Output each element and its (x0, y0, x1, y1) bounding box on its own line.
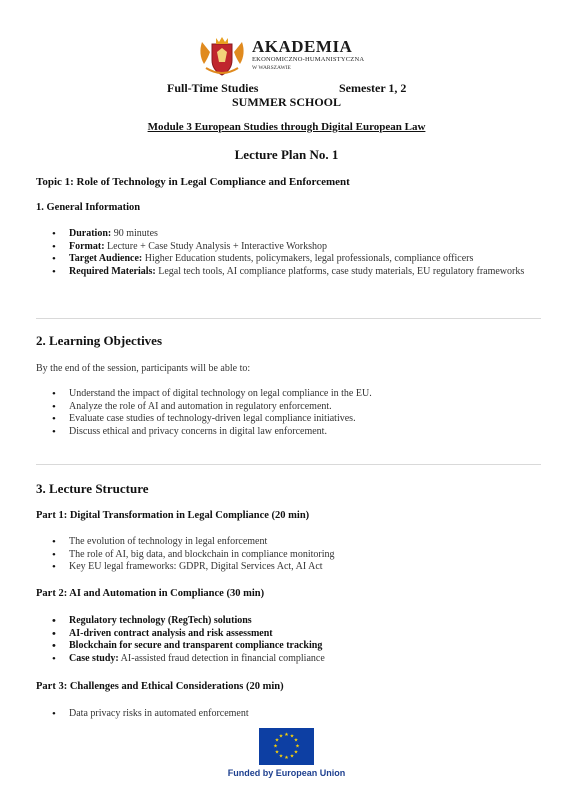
svg-text:★: ★ (278, 753, 284, 760)
divider (36, 464, 541, 465)
eu-stars-icon (259, 728, 314, 765)
svg-text:★: ★ (284, 732, 289, 738)
svg-text:★: ★ (289, 753, 295, 760)
list-item: • Case study: AI-assisted fraud detection in financial compliance (52, 653, 542, 666)
crest-icon (196, 34, 248, 78)
svg-text:★: ★ (295, 743, 300, 750)
svg-text:★: ★ (278, 733, 284, 740)
module-title: Module 3 European Studies through Digital European Law (147, 121, 426, 133)
funding-note: Funded by European Union (227, 768, 346, 778)
part1-heading: Part 1: Digital Transformation in Legal Compliance (20 min) (36, 510, 310, 521)
objectives-intro: By the end of the session, participants will be able to: (36, 363, 251, 374)
list-item: • Blockchain for secure and transparent compliance tracking (52, 640, 542, 653)
list-item: • Key EU legal frameworks: GDPR, Digital Services Act, AI Act (52, 561, 542, 574)
study-mode: Full-Time Studies (167, 81, 259, 95)
list-item: • Duration: 90 minutes (52, 228, 542, 241)
svg-text:★: ★ (293, 737, 299, 744)
list-item: • Required Materials: Legal tech tools, AI compliance platforms, case study materials, EU regulatory frameworks (52, 266, 542, 279)
list-item: • The role of AI, big data, and blockchain in compliance monitoring (52, 549, 542, 562)
topic-heading: Topic 1: Role of Technology in Legal Compliance and Enforcement (36, 176, 350, 188)
logo-city: W WARSZAWIE (252, 65, 291, 71)
university-logo (196, 34, 396, 78)
part2-list (52, 615, 542, 665)
list-item: • Analyze the role of AI and automation in regulatory enforcement. (52, 401, 542, 414)
list-item: • Data privacy risks in automated enforcement (52, 708, 542, 721)
list-item: • AI-driven contract analysis and risk assessment (52, 628, 542, 641)
list-item: • Regulatory technology (RegTech) solutions (52, 615, 542, 628)
program-name: SUMMER SCHOOL (231, 95, 341, 109)
eu-flag-icon (259, 728, 314, 765)
logo-subtitle: EKONOMICZNO-HUMANISTYCZNA (252, 56, 365, 63)
list-item: • Target Audience: Higher Education students, policymakers, legal professionals, compliance officers (52, 253, 542, 266)
part1-list (52, 536, 542, 574)
structure-heading: 3. Lecture Structure (36, 481, 149, 496)
objectives-list (52, 388, 542, 438)
general-info-heading: 1. General Information (36, 202, 141, 213)
divider (36, 318, 541, 319)
semester: Semester 1, 2 (339, 81, 407, 95)
svg-text:★: ★ (274, 737, 280, 744)
list-item: • Format: Lecture + Case Study Analysis + Interactive Workshop (52, 241, 542, 254)
part3-list (52, 708, 542, 721)
objectives-heading: 2. Learning Objectives (36, 333, 163, 348)
list-item: • Discuss ethical and privacy concerns in digital law enforcement. (52, 426, 542, 439)
list-item: • The evolution of technology in legal enforcement (52, 536, 542, 549)
part3-heading: Part 3: Challenges and Ethical Considerations (20 min) (36, 681, 284, 692)
general-info-list (52, 228, 542, 278)
list-item: • Understand the impact of digital technology on legal compliance in the EU. (52, 388, 542, 401)
svg-text:★: ★ (293, 749, 299, 756)
svg-text:★: ★ (273, 743, 278, 750)
svg-text:★: ★ (284, 755, 289, 761)
list-item: • Evaluate case studies of technology-driven legal compliance initiatives. (52, 413, 542, 426)
svg-text:★: ★ (274, 749, 280, 756)
part2-heading: Part 2: AI and Automation in Compliance (30 min) (36, 588, 265, 599)
lecture-plan-title: Lecture Plan No. 1 (234, 147, 339, 162)
logo-name: AKADEMIA (252, 37, 353, 56)
svg-text:★: ★ (289, 733, 295, 740)
